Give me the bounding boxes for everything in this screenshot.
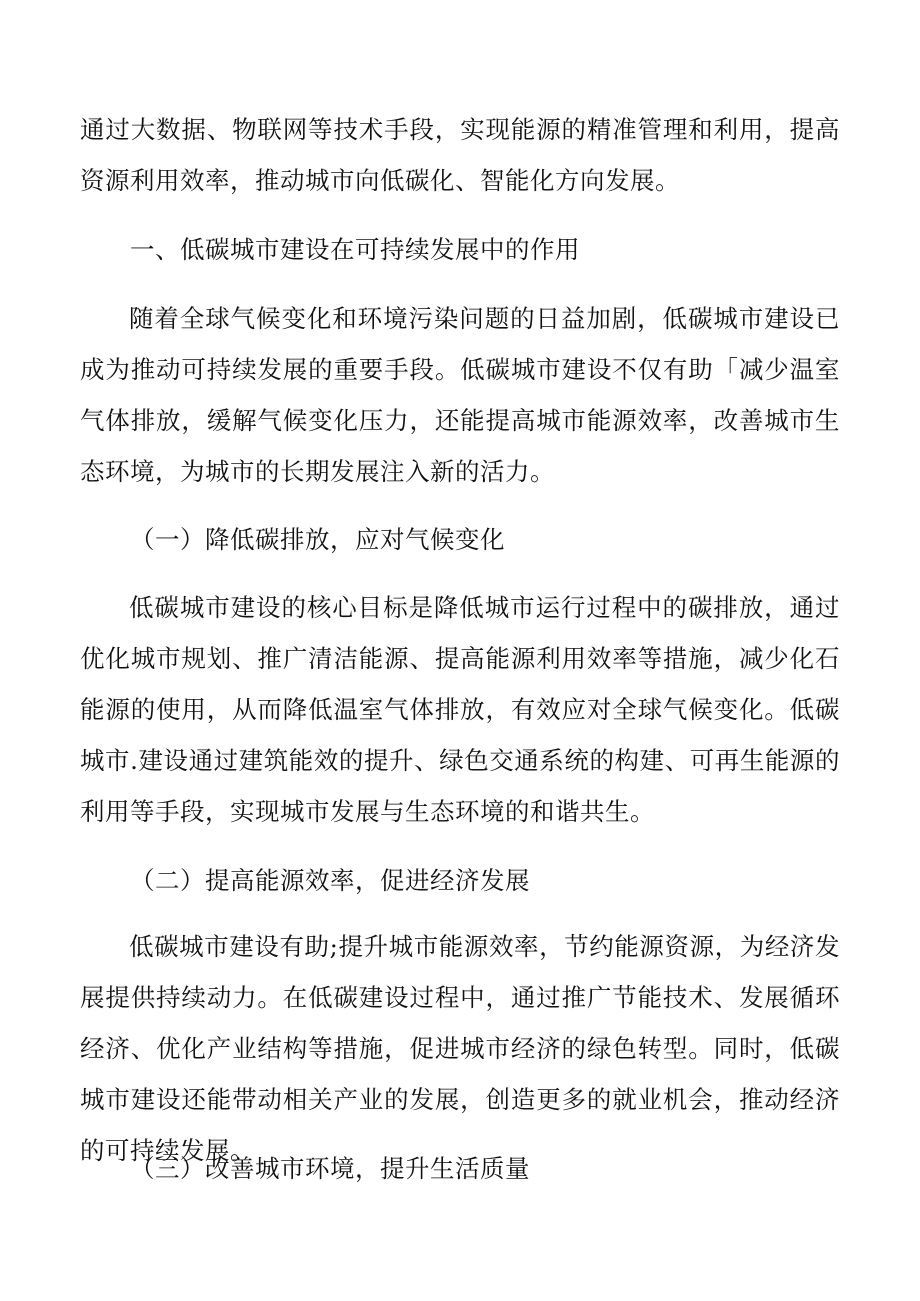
subsection-heading-3: （三）改善城市环境，提升生活质量 bbox=[130, 1154, 530, 1183]
paragraph-intro-continued: 通过大数据、物联网等技术手段，实现能源的精准管理和利用，提高资源利用效率，推动城市向低碳化、智能化方向发展。 bbox=[80, 115, 840, 195]
subsection-heading-2: （二）提高能源效率，促进经济发展 bbox=[130, 866, 530, 895]
paragraph-section-1: 随着全球气候变化和环境污染问题的日益加剧，低碳城市建设已成为推动可持续发展的重要手段。低碳城市建设不仅有助「减少温室气体排放，缓解气候变化压力，还能提高城市能源效率，改善城市生态环境，为城市的长期发展注入新的活力。 bbox=[80, 304, 840, 486]
subsection-heading-1: （一）降低碳排放，应对气候变化 bbox=[130, 525, 505, 554]
paragraph-subsection-2: 低碳城市建设有助;提升城市能源效率，节约能源资源，为经济发展提供持续动力。在低碳建设过程中，通过推广节能技术、发展循环经济、优化产业结构等措施，促进城市经济的绿色转型。同时，低碳城市建设还能带动相关产业的发展，创造更多的就业机会，推动经济的可持续发展。 bbox=[80, 932, 840, 1165]
paragraph-subsection-1: 低碳城市建设的核心目标是降低城市运行过程中的碳排放，通过优化城市规划、推广清洁能源、提高能源利用效率等措施，减少化石能源的使用，从而降低温室气体排放，有效应对全球气候变化。低碳城市.建设通过建筑能效的提升、绿色交通系统的构建、可再生能源的利用等手段，实现城市发展与生态环境的和谐共生。 bbox=[80, 593, 840, 826]
section-heading-1: 一、低碳城市建设在可持续发展中的作用 bbox=[130, 235, 580, 264]
